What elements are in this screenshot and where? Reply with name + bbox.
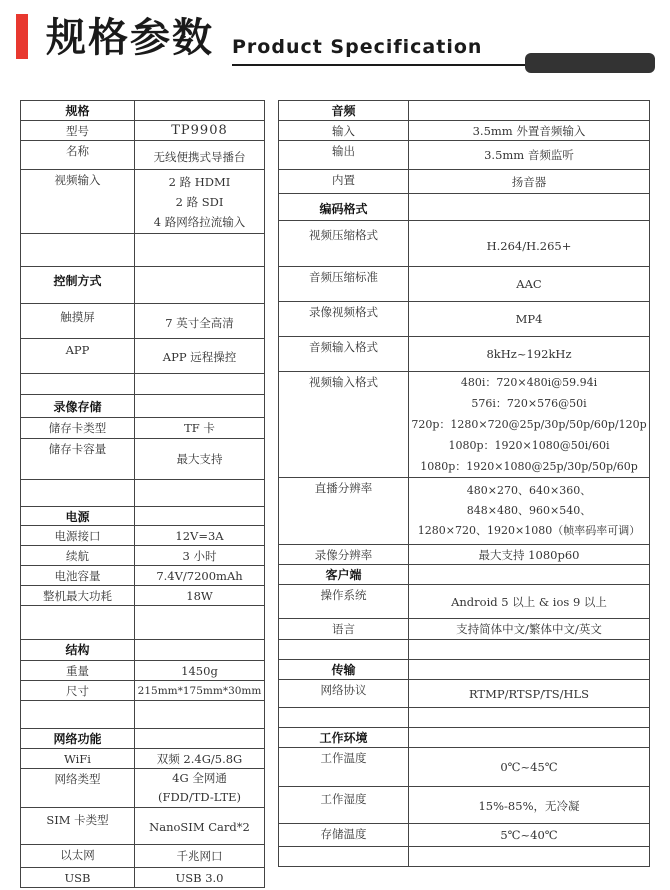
table-row <box>279 846 649 866</box>
section-heading: 工作环境 <box>279 728 409 747</box>
spec-label: 视频输入 <box>21 170 135 233</box>
table-row <box>279 618 649 639</box>
table-row <box>279 169 649 193</box>
spec-value-line: (FDD/TD-LTE) <box>157 790 242 804</box>
spec-value-line: 4 路网络拉流输入 <box>153 214 246 229</box>
table-row <box>21 394 264 417</box>
table-row <box>21 844 264 867</box>
spec-value: NanoSIM Card*2 <box>149 820 250 834</box>
table-row <box>279 193 649 220</box>
spec-value-line: 1080p：1920×1080@50i/60i <box>448 439 610 452</box>
table-row <box>279 823 649 846</box>
table-row <box>21 303 264 338</box>
table-row <box>279 101 649 120</box>
table-row <box>21 417 264 438</box>
section-heading: 客户端 <box>279 565 409 584</box>
spec-value: H.264/H.265+ <box>486 238 572 253</box>
spec-label: 内置 <box>279 170 409 193</box>
spec-label: 音频压缩标准 <box>279 267 409 301</box>
spec-label: 音频输入格式 <box>279 337 409 371</box>
table-row <box>21 140 264 169</box>
table-row <box>279 266 649 301</box>
spec-label: 名称 <box>21 141 135 169</box>
table-row <box>21 338 264 373</box>
spec-label: 直播分辨率 <box>279 478 409 544</box>
spec-value: 双频 2.4G/5.8G <box>156 751 243 766</box>
spec-label: 以太网 <box>21 845 135 867</box>
spec-value: 7.4V/7200mAh <box>156 568 243 583</box>
table-row <box>279 679 649 707</box>
spec-value-line: 2 路 HDMI <box>168 174 231 189</box>
spec-label: 录像分辨率 <box>279 545 409 564</box>
section-heading: 电源 <box>21 507 135 525</box>
spec-value-group <box>135 170 264 233</box>
section-heading: 网络功能 <box>21 729 135 748</box>
spec-label: 工作温度 <box>279 748 409 786</box>
spec-value: 0℃~45℃ <box>500 760 558 774</box>
table-row <box>21 680 264 700</box>
spec-value-line: 4G 全网通 <box>172 771 227 785</box>
section-heading: 传输 <box>279 660 409 679</box>
spec-label: 工作湿度 <box>279 787 409 823</box>
table-row <box>21 266 264 303</box>
table-row <box>279 220 649 266</box>
spec-value: 3.5mm 音频监听 <box>484 148 574 162</box>
spec-value: APP 远程操控 <box>162 349 237 364</box>
spec-label: 电池容量 <box>21 566 135 585</box>
table-row <box>21 525 264 545</box>
table-row <box>21 233 264 266</box>
table-row <box>279 371 649 477</box>
accent-bar <box>16 14 28 59</box>
spec-value: 千兆网口 <box>176 849 223 863</box>
table-row <box>279 477 649 544</box>
table-row <box>279 659 649 679</box>
spec-label: 视频输入格式 <box>279 372 409 477</box>
spec-value: 15%-85%，无冷凝 <box>478 799 580 813</box>
spec-label: 网络协议 <box>279 680 409 707</box>
table-row <box>279 786 649 823</box>
spec-label: APP <box>21 339 135 373</box>
spec-value: TF 卡 <box>184 421 215 435</box>
table-row <box>21 438 264 479</box>
spec-value-line: 480×270、640×360、 <box>466 484 592 497</box>
spec-label: 储存卡容量 <box>21 439 135 479</box>
spec-table-right <box>278 100 650 867</box>
table-row <box>21 120 264 140</box>
table-row <box>279 301 649 336</box>
spec-value: TP9908 <box>171 122 228 138</box>
table-row <box>21 700 264 728</box>
spec-value: 扬音器 <box>511 174 547 189</box>
spec-label: 续航 <box>21 546 135 565</box>
spec-value: Android 5 以上 & ios 9 以上 <box>451 594 607 609</box>
table-row <box>279 564 649 584</box>
spec-value: 3.5mm 外置音频输入 <box>472 123 586 138</box>
spec-label: 操作系统 <box>279 585 409 618</box>
spec-value: 最大支持 <box>176 452 223 466</box>
section-heading: 结构 <box>21 640 135 660</box>
table-row <box>279 747 649 786</box>
spec-label: 触摸屏 <box>21 304 135 338</box>
spec-value-line: 848×480、960×540、 <box>466 504 592 517</box>
table-row <box>21 506 264 525</box>
spec-table-left <box>20 100 265 888</box>
spec-value: 8kHz~192kHz <box>486 347 572 361</box>
spec-value: 1450g <box>181 663 218 678</box>
header-pill <box>525 53 655 73</box>
spec-label: 重量 <box>21 661 135 680</box>
spec-value: MP4 <box>515 312 543 326</box>
spec-value: 最大支持 1080p60 <box>478 547 580 562</box>
spec-label: SIM 卡类型 <box>21 808 135 844</box>
section-heading: 控制方式 <box>21 267 135 303</box>
spec-value-group <box>409 372 649 477</box>
spec-value: 3 小时 <box>182 548 217 563</box>
spec-label: 储存卡类型 <box>21 418 135 438</box>
table-row <box>21 585 264 605</box>
page-title-cn: 规格参数 <box>46 15 214 61</box>
spec-label: 视频压缩格式 <box>279 221 409 266</box>
spec-value: RTMP/RTSP/TS/HLS <box>468 686 590 701</box>
table-row <box>279 639 649 659</box>
spec-value-group <box>409 478 649 544</box>
table-row <box>279 727 649 747</box>
table-row <box>21 867 264 887</box>
spec-label: USB <box>21 868 135 887</box>
table-row <box>21 605 264 639</box>
spec-label: 输入 <box>279 121 409 140</box>
table-row <box>21 565 264 585</box>
table-row <box>21 169 264 233</box>
section-heading: 规格 <box>21 101 135 120</box>
table-row <box>279 120 649 140</box>
spec-value-line: 2 路 SDI <box>175 194 224 209</box>
table-row <box>279 707 649 727</box>
spec-label: 尺寸 <box>21 681 135 700</box>
section-heading: 音频 <box>279 101 409 120</box>
spec-label: 存储温度 <box>279 824 409 846</box>
spec-value: 215mm*175mm*30mm <box>137 684 262 697</box>
spec-value: USB 3.0 <box>175 870 224 885</box>
spec-value: AAC <box>516 277 542 291</box>
table-row <box>279 336 649 371</box>
table-row <box>21 373 264 394</box>
table-row <box>21 728 264 748</box>
table-row <box>21 545 264 565</box>
spec-value-group <box>135 769 264 807</box>
table-row <box>21 479 264 506</box>
spec-value: 无线便携式导播台 <box>153 149 246 164</box>
spec-value: 12V=3A <box>175 528 224 543</box>
spec-label: 整机最大功耗 <box>21 586 135 605</box>
spec-label: 网络类型 <box>21 769 135 807</box>
section-heading: 录像存储 <box>21 395 135 417</box>
table-row <box>21 748 264 768</box>
table-row <box>21 639 264 660</box>
spec-label: 输出 <box>279 141 409 169</box>
spec-label: 电源接口 <box>21 526 135 545</box>
table-row <box>279 584 649 618</box>
page-header <box>0 0 670 100</box>
page-title-en: Product Specification <box>232 36 483 58</box>
table-row <box>21 807 264 844</box>
spec-value-line: 480i：720×480i@59.94i <box>460 376 598 389</box>
spec-label: 型号 <box>21 121 135 140</box>
spec-label: 录像视频格式 <box>279 302 409 336</box>
table-row <box>21 660 264 680</box>
spec-value-line: 720p：1280×720@25p/30p/50p/60p/120p <box>411 418 647 431</box>
spec-value-line: 576i：720×576@50i <box>471 397 587 410</box>
spec-value: 18W <box>186 588 213 603</box>
spec-value: 5℃~40℃ <box>500 828 558 842</box>
spec-value-line: 1080p：1920×1080@25p/30p/50p/60p <box>420 460 638 473</box>
spec-value: 7 英寸全高清 <box>165 315 234 330</box>
section-heading: 编码格式 <box>279 194 409 220</box>
spec-value: 支持简体中文/繁体中文/英文 <box>456 622 602 636</box>
table-row <box>279 140 649 169</box>
table-row <box>21 101 264 120</box>
spec-label: WiFi <box>21 749 135 768</box>
table-row <box>21 768 264 807</box>
spec-value-line: 1280×720、1920×1080（帧率码率可调） <box>417 524 641 537</box>
table-row <box>279 544 649 564</box>
spec-label: 语言 <box>279 619 409 639</box>
